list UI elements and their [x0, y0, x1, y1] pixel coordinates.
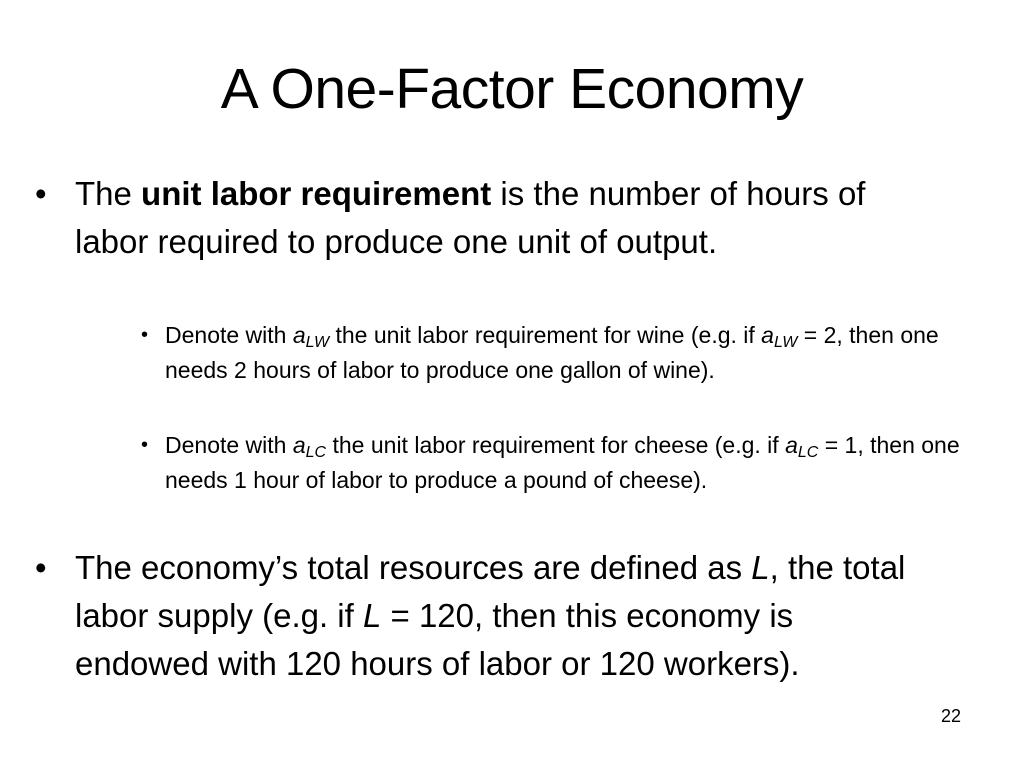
bullet-text-prefix: The [75, 175, 142, 212]
bullet-text-suffix: is the number of hours of labor required to produce one unit of output. [75, 175, 866, 260]
sub-bullet-text: the unit labor requirement for cheese (e.g. if [326, 432, 786, 458]
variable-L: L [362, 597, 382, 634]
variable-subscript: LW [305, 334, 330, 351]
variable-a: a [785, 432, 798, 458]
variable-subscript: LC [797, 444, 819, 461]
bullet-total-resources [35, 544, 915, 688]
variable-subscript: LW [773, 334, 798, 351]
variable-L: L [751, 549, 770, 586]
slide-title: A One-Factor Economy [220, 57, 804, 121]
sub-bullet-text: Denote with [165, 432, 293, 458]
bullet-term-bold: unit labor requirement [141, 175, 492, 212]
sub-bullet-cheese [141, 428, 980, 498]
sub-bullet-text: = 1, then one needs 1 hour of labor to produce a pound of cheese). [165, 432, 960, 493]
bullet-text: = 120, then this economy is endowed with 120 hours of labor or 120 workers). [75, 597, 800, 682]
sub-bullet-text: the unit labor requirement for wine (e.g. if [329, 322, 762, 348]
bullet-text: , the total labor supply (e.g. if [75, 549, 906, 634]
sub-bullet-wine [141, 318, 980, 388]
bullet-marker: • [35, 549, 47, 586]
sub-bullet-text: = 2, then one needs 2 hours of labor to produce one gallon of wine). [165, 322, 939, 383]
variable-a: a [292, 322, 306, 348]
bullet-text: The economy’s total resources are defined as [75, 549, 752, 586]
sub-bullet-marker: • [141, 434, 149, 456]
bullet-unit-labor-requirement [35, 170, 905, 266]
variable-subscript: LC [305, 444, 327, 461]
bullet-marker: • [35, 175, 47, 212]
variable-a: a [292, 432, 306, 458]
sub-bullet-marker: • [141, 324, 149, 346]
page-number: 22 [940, 706, 961, 726]
variable-a: a [761, 322, 774, 348]
sub-bullet-text: Denote with [165, 322, 293, 348]
